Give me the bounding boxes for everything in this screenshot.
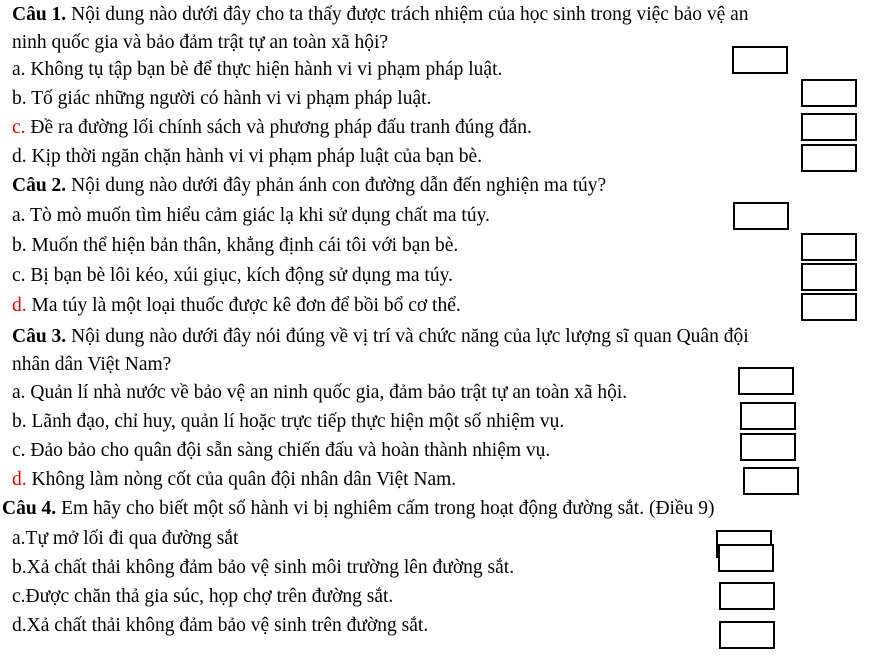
- q3-answer-box-d[interactable]: [743, 467, 799, 495]
- q4-option-d: [12, 614, 428, 638]
- q2-option-a-letter: a.: [12, 205, 26, 226]
- q3-option-c-text: Đảo bảo cho quân đội sẵn sàng chiến đấu và hoàn thành nhiệm vụ.: [25, 440, 551, 461]
- q1-answer-box-c[interactable]: [801, 113, 857, 141]
- question-1-text: Nội dung nào dưới đây cho ta thấy được trách nhiệm của học sinh trong việc bảo vệ an: [66, 4, 749, 25]
- q1-option-a: [12, 58, 502, 82]
- q4-option-d-text: Xả chất thải không đảm bảo vệ sinh trên đường sắt.: [26, 615, 429, 636]
- q2-answer-box-c[interactable]: [801, 263, 857, 291]
- question-1-line-1: [12, 3, 749, 27]
- q1-option-d: [12, 145, 482, 169]
- q4-option-c: [12, 585, 393, 609]
- question-2-number: Câu 2.: [12, 175, 67, 196]
- q3-answer-box-a[interactable]: [738, 367, 794, 395]
- q3-option-b-text: Lãnh đạo, chỉ huy, quản lí hoặc trực tiếp thực hiện một số nhiệm vụ.: [26, 411, 565, 432]
- q3-option-d: [12, 468, 456, 492]
- q3-option-a: [12, 381, 627, 405]
- q2-option-d-text: Ma túy là một loại thuốc được kê đơn để bồi bổ cơ thể.: [26, 295, 461, 316]
- q2-option-b-letter: b.: [12, 235, 27, 256]
- q2-option-c: [12, 264, 453, 288]
- question-3-text: Nội dung nào dưới đây nói đúng về vị trí và chức năng của lực lượng sĩ quan Quân đội: [66, 326, 749, 347]
- q1-option-a-text: Không tụ tập bạn bè để thực hiện hành vi vi phạm pháp luật.: [25, 59, 503, 80]
- q1-answer-box-d[interactable]: [801, 144, 857, 172]
- q2-option-c-text: Bị bạn bè lôi kéo, xúi giục, kích động sử dụng ma túy.: [25, 265, 453, 286]
- q1-option-d-letter: d.: [12, 146, 27, 167]
- q3-option-a-letter: a.: [12, 382, 26, 403]
- q1-option-b: [12, 87, 431, 111]
- q4-answer-box-c[interactable]: [719, 582, 775, 610]
- q3-option-b-letter: b.: [12, 411, 27, 432]
- q4-answer-box-d[interactable]: [719, 621, 775, 649]
- q4-option-d-letter: d.: [12, 615, 27, 636]
- q4-option-c-letter: c.: [12, 586, 26, 607]
- q3-option-d-text: Không làm nòng cốt của quân đội nhân dân Việt Nam.: [26, 469, 457, 490]
- q2-option-a: [12, 204, 490, 228]
- question-2-line-1: [12, 174, 606, 198]
- q1-option-b-letter: b.: [12, 88, 27, 109]
- q3-option-a-text: Quản lí nhà nước về bảo vệ an ninh quốc gia, đảm bảo trật tự an toàn xã hội.: [25, 382, 628, 403]
- question-4-text: Em hãy cho biết một số hành vi bị nghiêm cấm trong hoạt động đường sắt. (Điều 9): [56, 498, 715, 519]
- q1-answer-box-a[interactable]: [732, 46, 788, 74]
- q1-option-c: [12, 116, 532, 140]
- q2-option-d-letter: d.: [12, 295, 27, 316]
- q4-option-a: [12, 527, 238, 551]
- q1-answer-box-b[interactable]: [801, 79, 857, 107]
- q2-option-a-text: Tò mò muốn tìm hiểu cảm giác lạ khi sử dụng chất ma túy.: [25, 205, 490, 226]
- q2-answer-box-d[interactable]: [801, 293, 857, 321]
- question-4-number: Câu 4.: [2, 498, 57, 519]
- q3-answer-box-b[interactable]: [740, 402, 796, 430]
- q1-option-a-letter: a.: [12, 59, 26, 80]
- q4-option-b-text: Xả chất thải không đảm bảo vệ sinh môi trường lên đường sắt.: [26, 557, 515, 578]
- question-4-line-1: [2, 497, 715, 521]
- q3-answer-box-c[interactable]: [740, 433, 796, 461]
- q3-option-b: [12, 410, 564, 434]
- q1-option-c-text: Đề ra đường lối chính sách và phương pháp đấu tranh đúng đắn.: [25, 117, 532, 138]
- q2-option-d: [12, 294, 461, 318]
- question-2-text: Nội dung nào dưới đây phản ánh con đường dẫn đến nghiện ma túy?: [66, 175, 607, 196]
- q3-option-c-letter: c.: [12, 440, 26, 461]
- q4-option-a-letter: a.: [12, 528, 26, 549]
- q3-option-c: [12, 439, 550, 463]
- question-3-number: Câu 3.: [12, 326, 67, 347]
- question-1-number: Câu 1.: [12, 4, 67, 25]
- question-3-line-1: [12, 325, 749, 349]
- q4-option-a-text: Tự mở lối đi qua đường sắt: [25, 528, 239, 549]
- q2-option-c-letter: c.: [12, 265, 26, 286]
- q4-answer-box-b[interactable]: [718, 544, 774, 572]
- q2-option-b: [12, 234, 458, 258]
- q4-option-b-letter: b.: [12, 557, 27, 578]
- q4-option-b: [12, 556, 514, 580]
- q2-answer-box-b[interactable]: [801, 233, 857, 261]
- question-1-line-2: ninh quốc gia và bảo đảm trật tự an toàn xã hội?: [12, 32, 389, 53]
- q1-option-d-text: Kịp thời ngăn chặn hành vi vi phạm pháp luật của bạn bè.: [26, 146, 483, 167]
- q2-answer-box-a[interactable]: [733, 202, 789, 230]
- q4-option-c-text: Được chăn thả gia súc, họp chợ trên đường sắt.: [25, 586, 394, 607]
- q3-option-d-letter: d.: [12, 469, 27, 490]
- q1-option-b-text: Tố giác những người có hành vi vi phạm pháp luật.: [26, 88, 432, 109]
- q2-option-b-text: Muốn thể hiện bản thân, khẳng định cái tôi với bạn bè.: [26, 235, 459, 256]
- question-3-line-2: nhân dân Việt Nam?: [12, 354, 172, 375]
- q1-option-c-letter: c.: [12, 117, 26, 138]
